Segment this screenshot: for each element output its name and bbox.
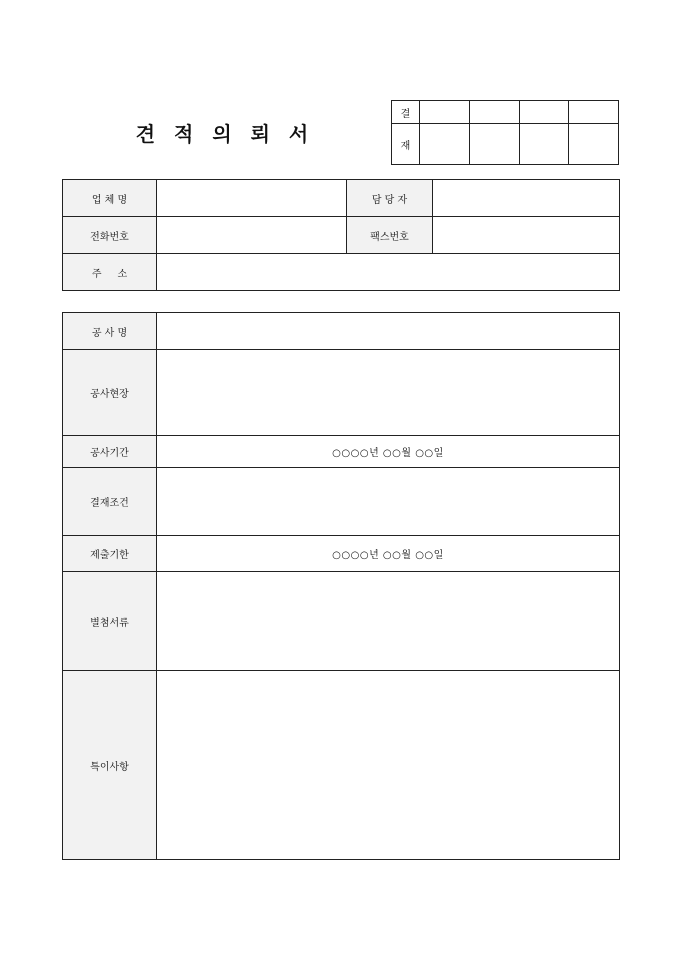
site-label: 공사현장: [63, 350, 157, 436]
project-name-label: 공 사 명: [63, 313, 157, 350]
approval-sign-cell[interactable]: [569, 101, 619, 124]
payment-terms-label: 결재조건: [63, 468, 157, 536]
company-info-table: [62, 179, 620, 291]
approval-sign-cell[interactable]: [519, 124, 569, 165]
period-value[interactable]: ○○○○년 ○○월 ○○일: [157, 436, 620, 468]
approval-sign-cell[interactable]: [569, 124, 619, 165]
address-label: 주 소: [63, 254, 157, 291]
phone-label: 전화번호: [63, 217, 157, 254]
site-field[interactable]: [157, 350, 620, 436]
approval-box: [391, 100, 619, 165]
approval-sign-cell[interactable]: [420, 124, 470, 165]
company-name-label: 업 체 명: [63, 180, 157, 217]
fax-label: 팩스번호: [347, 217, 433, 254]
project-name-field[interactable]: [157, 313, 620, 350]
approval-label-top: 결: [392, 101, 420, 124]
company-name-field[interactable]: [157, 180, 347, 217]
remarks-label: 특이사항: [63, 671, 157, 860]
attachments-field[interactable]: [157, 572, 620, 671]
payment-terms-field[interactable]: [157, 468, 620, 536]
document-title: 견 적 의 뢰 서: [135, 122, 315, 146]
approval-sign-cell[interactable]: [519, 101, 569, 124]
approval-label-bottom: 재: [392, 124, 420, 165]
attachments-label: 별첨서류: [63, 572, 157, 671]
remarks-field[interactable]: [157, 671, 620, 860]
approval-sign-cell[interactable]: [469, 101, 519, 124]
project-info-table: [62, 312, 620, 860]
fax-field[interactable]: [433, 217, 620, 254]
approval-sign-cell[interactable]: [469, 124, 519, 165]
address-field[interactable]: [157, 254, 620, 291]
manager-field[interactable]: [433, 180, 620, 217]
manager-label: 담 당 자: [347, 180, 433, 217]
period-label: 공사기간: [63, 436, 157, 468]
approval-sign-cell[interactable]: [420, 101, 470, 124]
phone-field[interactable]: [157, 217, 347, 254]
deadline-value[interactable]: ○○○○년 ○○월 ○○일: [157, 536, 620, 572]
deadline-label: 제출기한: [63, 536, 157, 572]
